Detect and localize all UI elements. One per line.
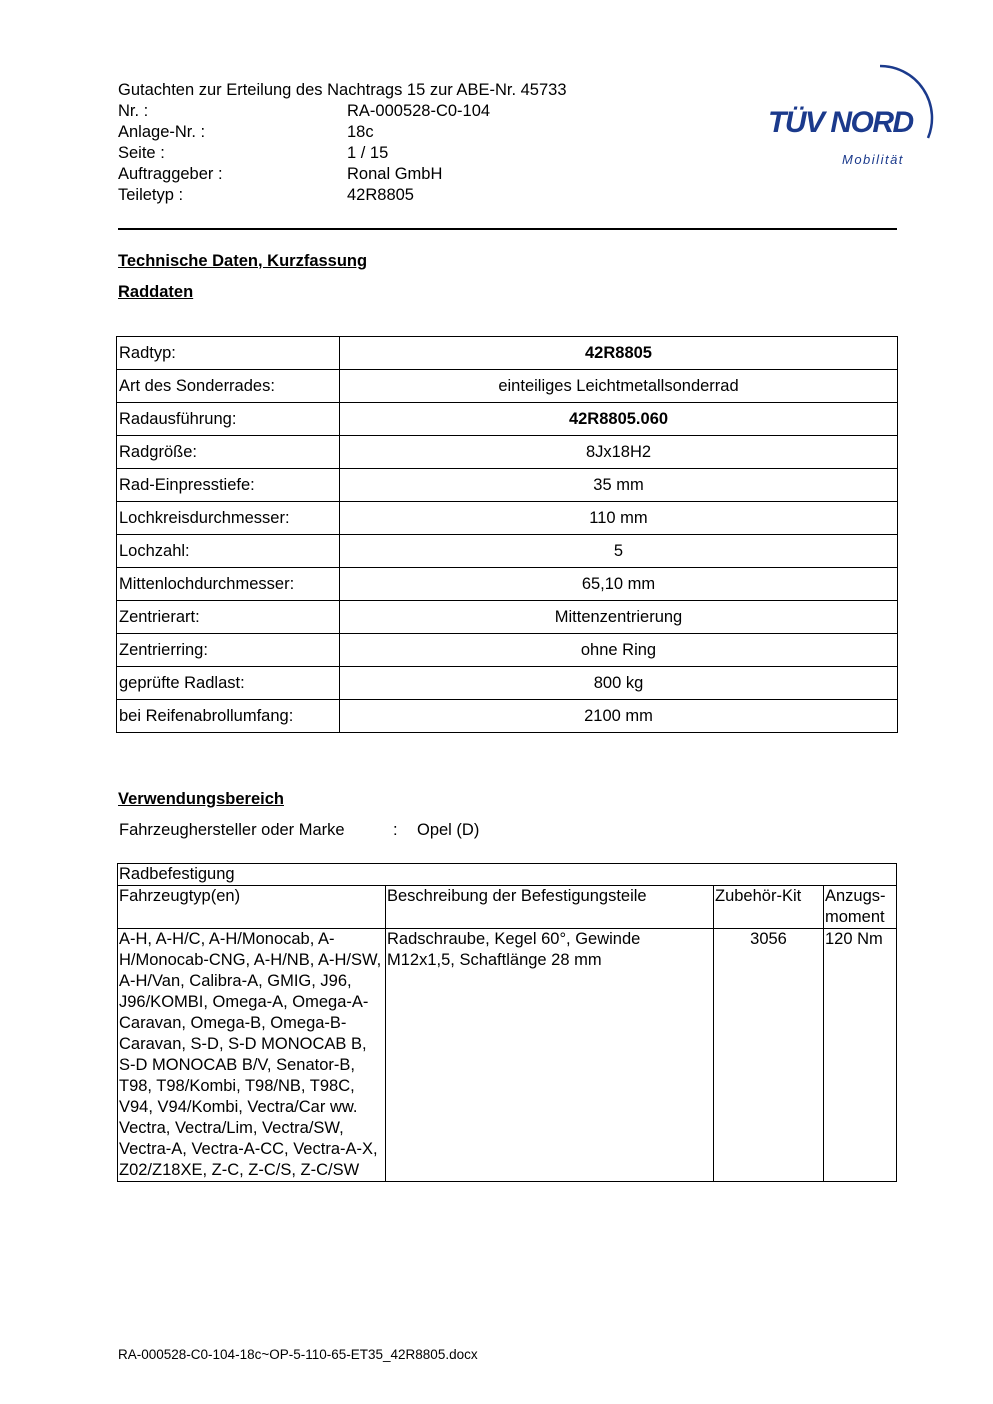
wheel-data-value: 2100 mm [340,700,898,733]
table-header-row [118,886,897,929]
wheel-data-label: Zentrierart: [117,601,340,634]
table-row [117,370,898,403]
table-row [117,700,898,733]
wheel-data-value: 42R8805.060 [340,403,898,436]
header-key: Auftraggeber : [118,165,223,183]
table-row [117,403,898,436]
header-key: Nr. : [118,102,149,120]
wheel-data-value: 35 mm [340,469,898,502]
cell-accessory-kit: 3056 [714,929,824,1182]
cell-description: Radschraube, Kegel 60°, Gewinde M12x1,5, Schaftlänge 28 mm [386,929,714,1182]
wheel-data-value: 110 mm [340,502,898,535]
table-caption-row [118,864,897,886]
wheel-mounting-table [117,863,897,1182]
header-value: Ronal GmbH [347,165,443,183]
header-title: Gutachten zur Erteilung des Nachtrags 15 zur ABE-Nr. 45733 [118,81,567,99]
wheel-data-value: 42R8805 [340,337,898,370]
wheel-data-value: ohne Ring [340,634,898,667]
header-key: Seite : [118,144,165,162]
wheel-data-label: Lochzahl: [117,535,340,568]
table-row [117,535,898,568]
header-value: RA-000528-C0-104 [347,102,491,120]
header-divider [118,228,897,230]
wheel-data-value: Mittenzentrierung [340,601,898,634]
wheel-data-label: geprüfte Radlast: [117,667,340,700]
header-value: 42R8805 [347,186,414,204]
column-header-description: Beschreibung der Befestigungsteile [386,886,714,929]
header-key: Anlage-Nr. : [118,123,206,141]
usage-manufacturer-line [119,821,479,840]
section-subtitle-raddaten: Raddaten [118,283,194,301]
wheel-data-label: Lochkreisdurchmesser: [117,502,340,535]
wheel-data-value: 65,10 mm [340,568,898,601]
table-row [117,667,898,700]
header-value: 18c [347,123,374,141]
wheel-data-table [116,336,898,733]
table-row [117,469,898,502]
wheel-data-value: einteiliges Leichtmetallsonderrad [340,370,898,403]
table-row [117,436,898,469]
wheel-data-value: 800 kg [340,667,898,700]
column-header-accessory-kit: Zubehör-Kit [714,886,824,929]
cell-torque: 120 Nm [824,929,897,1182]
wheel-data-label: Rad-Einpresstiefe: [117,469,340,502]
wheel-data-label: Zentrierring: [117,634,340,667]
wheel-data-label: Mittenlochdurchmesser: [117,568,340,601]
header-row-anlage [118,122,567,143]
table-row [117,502,898,535]
wheel-data-label: Radgröße: [117,436,340,469]
table-row [117,337,898,370]
logo-wordmark: TÜV NORD [768,106,913,139]
table-row [117,634,898,667]
wheel-data-label: Art des Sonderrades: [117,370,340,403]
logo-subtitle: Mobilität [842,152,904,167]
section-title-usage: Verwendungsbereich [118,790,284,808]
usage-separator: : [393,821,398,839]
footer-filename: RA-000528-C0-104-18c~OP-5-110-65-ET35_42R8805.docx [118,1347,478,1362]
header-value: 1 / 15 [347,144,389,162]
header-row-auftraggeber [118,164,567,185]
usage-value: Opel (D) [417,821,480,839]
header-row-teiletyp [118,185,567,206]
wheel-data-value: 8Jx18H2 [340,436,898,469]
usage-key: Fahrzeughersteller oder Marke [119,821,345,839]
wheel-data-label: bei Reifenabrollumfang: [117,700,340,733]
table-row [118,929,897,1182]
table-row [117,568,898,601]
cell-vehicle-types: A-H, A-H/C, A-H/Monocab, A-H/Monocab-CNG, A-H/NB, A-H/SW, A-H/Van, Calibra-A, GMIG, J96, J96/KOMBI, Omega-A, Omega-A-Caravan, Omega-B, Omega-B-Caravan, S-D, S-D MONOCAB B, S-D MONOCAB B/V, Senator-B, T98, T98/Kombi, T98/NB, T98C, V94, V94/Kombi, Vectra/Car ww. Vectra, Vectra/Lim, Vectra/SW, Vectra-A, Vectra-A-CC, Vectra-A-X, Z02/Z18XE, Z-C, Z-C/S, Z-C/SW [118,929,386,1182]
section-title-technical: Technische Daten, Kurzfassung [118,252,368,270]
tuev-nord-logo [762,56,942,172]
wheel-data-label: Radausführung: [117,403,340,436]
column-header-torque: Anzugs-moment [824,886,897,929]
header-row-nr [118,101,567,122]
header-row-seite [118,143,567,164]
column-header-vehicle-types: Fahrzeugtyp(en) [118,886,386,929]
wheel-data-label: Radtyp: [117,337,340,370]
header-key: Teiletyp : [118,186,184,204]
mounting-caption: Radbefestigung [118,864,897,886]
document-header [118,80,567,206]
wheel-data-value: 5 [340,535,898,568]
table-row [117,601,898,634]
